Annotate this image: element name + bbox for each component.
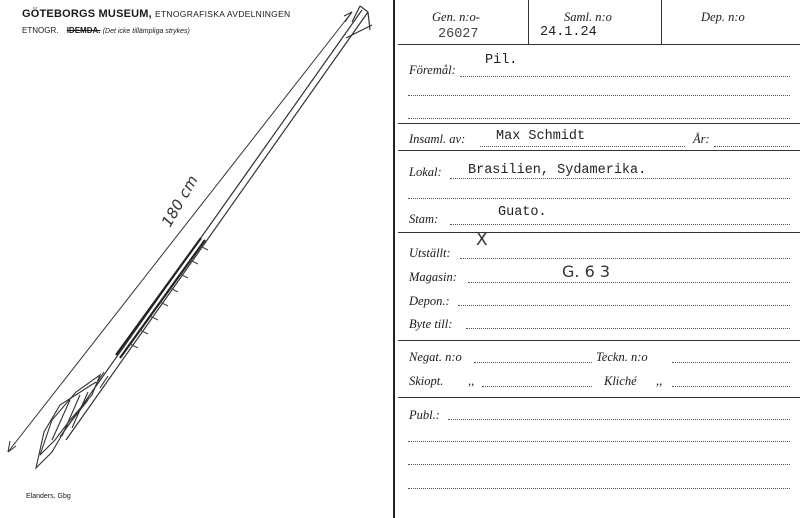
- saml-value: 24.1.24: [540, 25, 597, 40]
- catalog-card: [398, 0, 800, 518]
- teckn-label: Teckn. n:o: [596, 350, 648, 364]
- rule-negat: [398, 340, 800, 341]
- publ-label: Publ.:: [409, 408, 440, 422]
- struck-word: IDEMDA.: [66, 26, 101, 35]
- department-name: ETNOGRAFISKA AVDELNINGEN: [154, 9, 291, 19]
- skiopt-mark: ,,: [468, 374, 475, 388]
- rule-publ: [398, 397, 800, 398]
- negat-label: Negat. n:o: [409, 350, 462, 364]
- stam-value: Guato.: [498, 205, 547, 220]
- foremal-line: [460, 76, 790, 77]
- publ-line: [448, 419, 790, 420]
- magasin-line: [468, 282, 790, 283]
- cliche-line: [672, 386, 790, 387]
- rule-lokal: [398, 150, 800, 151]
- header-rule: [398, 44, 800, 45]
- foremal-line-2: [408, 95, 790, 96]
- publ-line-4: [408, 488, 790, 489]
- insaml-line: [480, 146, 685, 147]
- rule-utstallt: [398, 232, 800, 233]
- negat-line: [474, 362, 592, 363]
- ar-line: [714, 146, 790, 147]
- stam-label: Stam:: [409, 212, 439, 226]
- cliche-mark: ,,: [656, 374, 663, 388]
- lokal-label: Lokal:: [409, 165, 442, 179]
- skiopt-line: [482, 386, 592, 387]
- depon-line: [458, 305, 790, 306]
- rule-insaml: [398, 123, 800, 124]
- header-divider-1: [528, 0, 529, 44]
- card-divider: [393, 0, 395, 518]
- byte-line: [466, 328, 790, 329]
- length-annotation: 180 cm: [157, 172, 202, 230]
- utstallt-line: [460, 258, 790, 259]
- gen-value: 26027: [438, 27, 479, 42]
- lokal-line-2: [408, 198, 790, 199]
- insaml-label: Insaml. av:: [409, 132, 466, 146]
- publ-line-2: [408, 441, 790, 442]
- header-divider-2: [661, 0, 662, 44]
- drawing-panel: [0, 0, 388, 518]
- foremal-value: Pil.: [485, 53, 518, 68]
- ar-label: År:: [693, 132, 710, 146]
- arrow-binding: [116, 238, 205, 358]
- byte-label: Byte till:: [409, 317, 453, 331]
- magasin-label: Magasin:: [409, 270, 457, 284]
- foremal-label: Föremål:: [409, 63, 456, 77]
- lokal-line: [450, 178, 790, 179]
- strike-note: (Det icke tillämpliga strykes): [102, 28, 190, 35]
- gen-label: Gen. n:o-: [432, 10, 480, 24]
- cliche-label: Kliché: [604, 374, 637, 388]
- printer-imprint: Elanders, Gbg: [26, 493, 71, 500]
- skiopt-label: Skiopt.: [409, 374, 444, 388]
- utstallt-mark: X: [476, 230, 488, 250]
- arrow-sketch: [0, 0, 388, 518]
- insaml-value: Max Schmidt: [496, 129, 586, 144]
- saml-label: Saml. n:o: [564, 10, 612, 24]
- arrow-fletching: [36, 372, 108, 468]
- depon-label: Depon.:: [409, 294, 450, 308]
- foremal-line-3: [408, 118, 790, 119]
- museum-name: GÖTEBORGS MUSEUM,: [22, 8, 152, 20]
- length-measure-line: [8, 12, 352, 452]
- arrow-shaft: [60, 6, 372, 440]
- magasin-value: G. 6 3: [562, 262, 611, 281]
- etnogr-label: ETNOGR.: [22, 26, 59, 35]
- utstallt-label: Utställt:: [409, 246, 451, 260]
- publ-line-3: [408, 464, 790, 465]
- teckn-line: [672, 362, 790, 363]
- dep-label: Dep. n:o: [701, 10, 745, 24]
- lokal-value: Brasilien, Sydamerika.: [468, 163, 647, 178]
- stam-line: [450, 224, 790, 225]
